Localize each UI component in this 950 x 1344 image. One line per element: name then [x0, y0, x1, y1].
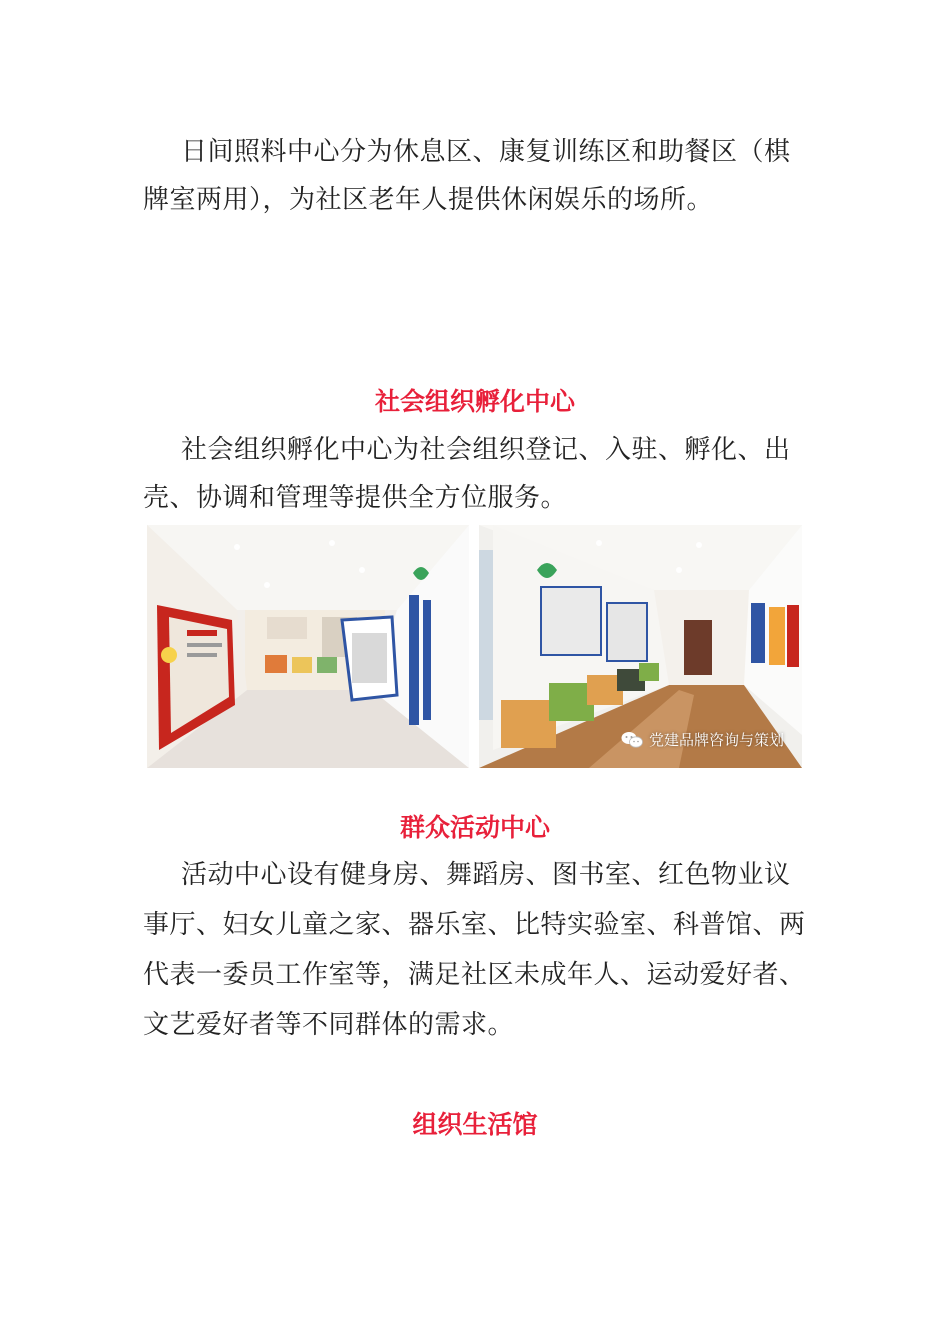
intro-paragraph: 日间照料中心分为休息区、康复训练区和助餐区（棋牌室两用），为社区老年人提供休闲娱乐的场所。	[143, 137, 791, 215]
wechat-icon	[621, 731, 643, 749]
corridor-photo-right	[479, 525, 802, 768]
corridor-photo-left	[147, 525, 469, 768]
watermark-text: 党建品牌咨询与策划	[648, 731, 784, 749]
activity-center-paragraph: 活动中心设有健身房、舞蹈房、图书室、红色物业议事厅、妇女儿童之家、器乐室、比特实验室、科普馆、两代表一委员工作室等，满足社区未成年人、运动爱好者、文艺爱好者等不同群体的需求。	[143, 860, 806, 1040]
incubation-center-paragraph: 社会组织孵化中心为社会组织登记、入驻、孵化、出壳、协调和管理等提供全方位服务。	[143, 435, 791, 513]
activity-center-heading: 群众活动中心	[399, 813, 550, 842]
photo-watermark	[621, 729, 784, 750]
incubation-center-heading: 社会组织孵化中心	[374, 387, 575, 416]
org-life-hall-heading: 组织生活馆	[412, 1110, 538, 1139]
